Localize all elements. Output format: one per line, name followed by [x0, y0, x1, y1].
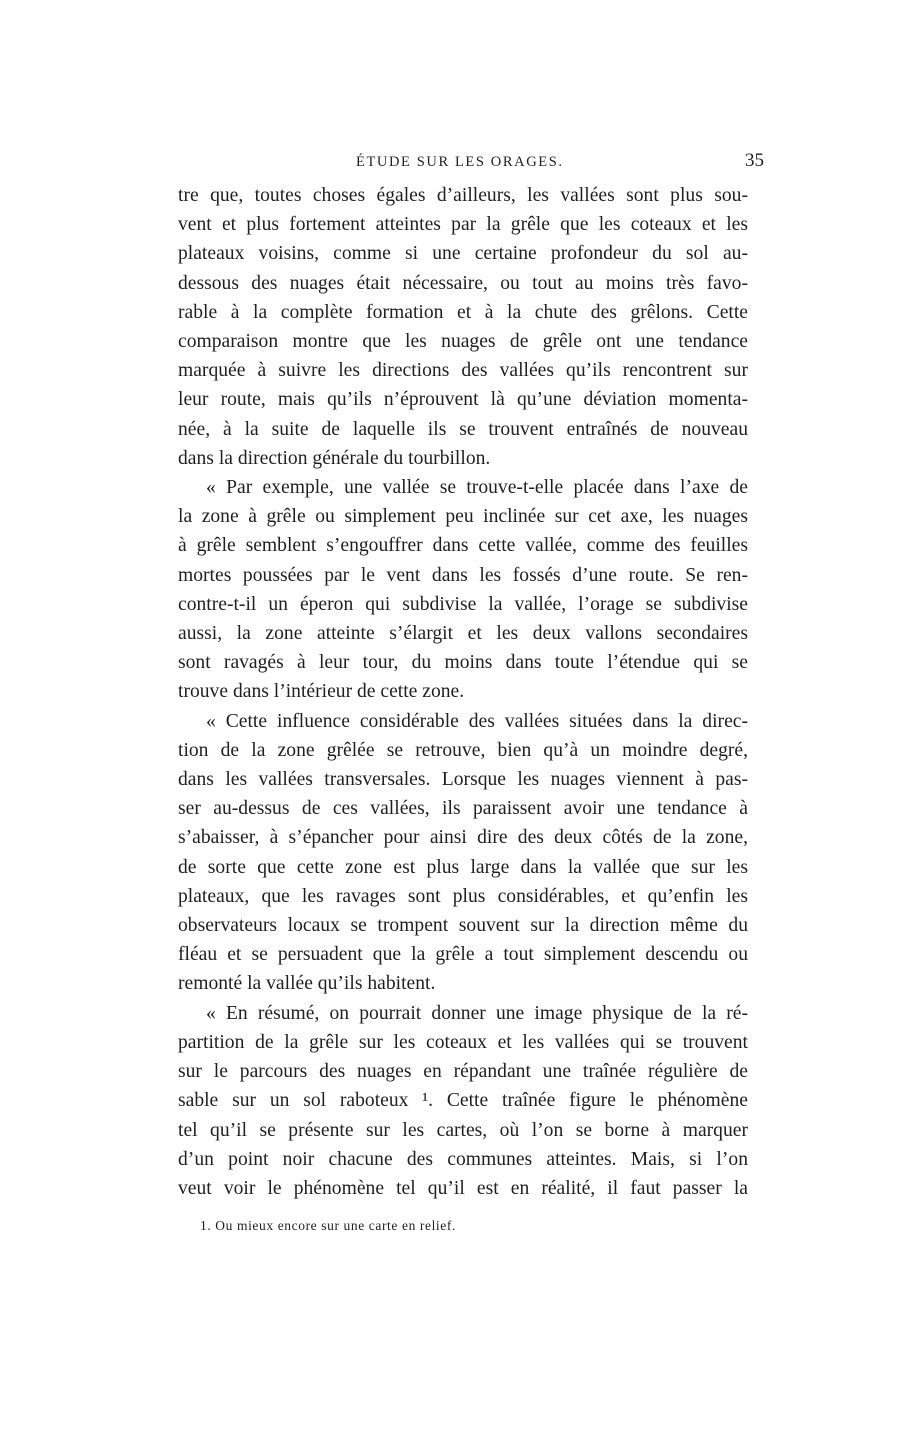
- text-line: la zone à grêle ou simplement peu inclinée sur cet axe, les nuages: [178, 506, 748, 528]
- text-line: « Cette influence considérable des vallées situées dans la direc-: [206, 710, 748, 732]
- text-line: remonté la vallée qu’ils habitent.: [178, 973, 436, 995]
- text-line: née, à la suite de laquelle ils se trouvent entraînés de nouveau: [178, 418, 748, 440]
- page-number: 35: [745, 150, 764, 171]
- paragraph-3: [178, 707, 748, 999]
- text-line: rable à la complète formation et à la chute des grêlons. Cette: [178, 301, 748, 323]
- text-line: dans les vallées transversales. Lorsque les nuages viennent à pas-: [178, 769, 748, 791]
- text-line: tion de la zone grêlée se retrouve, bien qu’à un moindre degré,: [178, 739, 748, 761]
- text-line: trouve dans l’intérieur de cette zone.: [178, 681, 465, 703]
- paragraph-4: [178, 999, 748, 1203]
- text-line: partition de la grêle sur les coteaux et les vallées qui se trouvent: [178, 1031, 748, 1053]
- running-title: ÉTUDE SUR LES ORAGES.: [356, 154, 564, 170]
- text-line: dans la direction générale du tourbillon.: [178, 447, 491, 469]
- paragraph-2: [178, 473, 748, 707]
- text-line: « Par exemple, une vallée se trouve-t-elle placée dans l’axe de: [206, 477, 748, 499]
- text-line: plateaux, que les ravages sont plus considérables, et qu’enfin les: [178, 885, 748, 907]
- body-text: [178, 181, 748, 1203]
- text-line: sont ravagés à leur tour, du moins dans toute l’étendue qui se: [178, 652, 748, 674]
- text-line: leur route, mais qu’ils n’éprouvent là qu’une déviation momenta-: [178, 389, 748, 411]
- text-line: à grêle semblent s’engouffrer dans cette vallée, comme des feuilles: [178, 535, 748, 557]
- text-line: mortes poussées par le vent dans les fossés d’une route. Se ren-: [178, 564, 748, 586]
- text-line: veut voir le phénomène tel qu’il est en réalité, il faut passer la: [178, 1177, 748, 1199]
- text-line: tre que, toutes choses égales d’ailleurs, les vallées sont plus sou-: [178, 185, 748, 206]
- running-head: [178, 150, 768, 176]
- text-line: sable sur un sol raboteux ¹. Cette traînée figure le phénomène: [178, 1090, 748, 1112]
- text-line: sur le parcours des nuages en répandant une traînée régulière de: [178, 1061, 748, 1083]
- paragraph-1: [178, 181, 748, 473]
- text-line: marquée à suivre les directions des vallées qu’ils rencontrent sur: [178, 360, 748, 382]
- text-line: comparaison montre que les nuages de grêle ont une tendance: [178, 331, 748, 353]
- text-line: observateurs locaux se trompent souvent sur la direction même du: [178, 915, 748, 937]
- text-line: dessous des nuages était nécessaire, ou tout au moins très favo-: [178, 272, 748, 294]
- text-line: d’un point noir chacune des communes atteintes. Mais, si l’on: [178, 1148, 748, 1170]
- text-line: plateaux voisins, comme si une certaine profondeur du sol au-: [178, 243, 748, 265]
- text-line: « En résumé, on pourrait donner une image physique de la ré-: [206, 1002, 748, 1024]
- text-line: de sorte que cette zone est plus large dans la vallée que sur les: [178, 856, 748, 878]
- text-line: contre-t-il un éperon qui subdivise la vallée, l’orage se subdivise: [178, 593, 748, 615]
- text-line: tel qu’il se présente sur les cartes, où l’on se borne à marquer: [178, 1119, 748, 1141]
- text-line: ser au-dessus de ces vallées, ils paraissent avoir une tendance à: [178, 798, 748, 820]
- footnote: 1. Ou mieux encore sur une carte en relief.: [200, 1218, 456, 1233]
- text-line: vent et plus fortement atteintes par la grêle que les coteaux et les: [178, 214, 748, 236]
- text-line: s’abaisser, à s’épancher pour ainsi dire des deux côtés de la zone,: [178, 827, 748, 849]
- text-line: fléau et se persuadent que la grêle a tout simplement descendu ou: [178, 944, 748, 966]
- text-line: aussi, la zone atteinte s’élargit et les deux vallons secondaires: [178, 623, 748, 645]
